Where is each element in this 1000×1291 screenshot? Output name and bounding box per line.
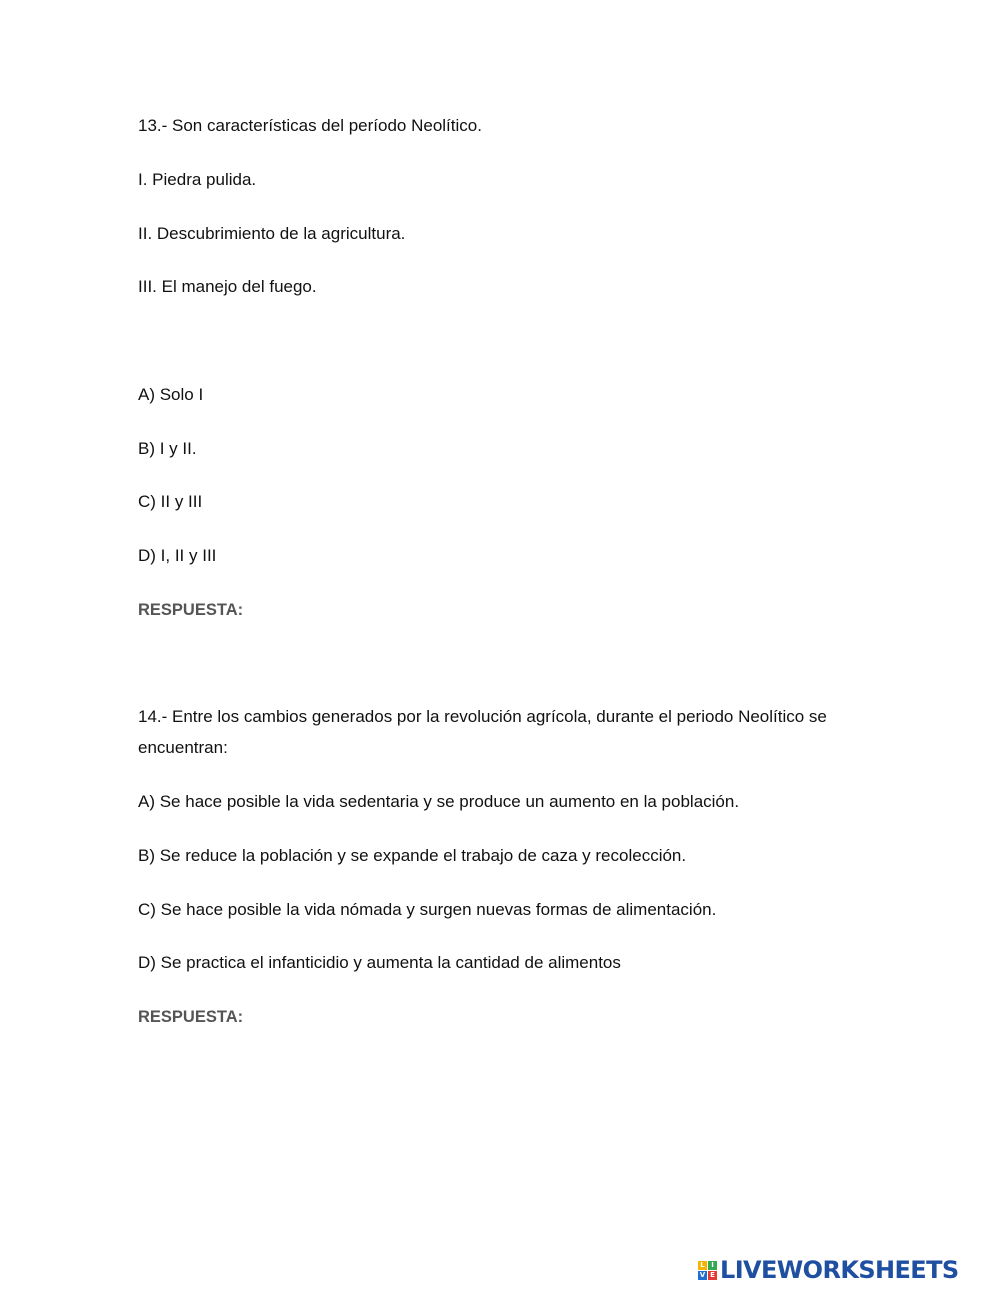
q14-option-a: A) Se hace posible la vida sedentaria y se produce un aumento en la población. (138, 792, 740, 811)
logo-letter-i: I (708, 1261, 717, 1270)
q13-option-d: D) I, II y III (138, 546, 217, 565)
liveworksheets-logo-icon (698, 1261, 717, 1280)
q13-question: 13.- Son características del período Neolítico. (138, 116, 482, 135)
q14-question-line2: encuentran: (138, 738, 228, 757)
q13-statement-1: I. Piedra pulida. (138, 170, 257, 189)
q13-statement-3: III. El manejo del fuego. (138, 277, 317, 296)
q14-option-d: D) Se practica el infanticidio y aumenta la cantidad de alimentos (138, 953, 621, 972)
q14-question-line1: 14.- Entre los cambios generados por la revolución agrícola, durante el periodo Neolítico se (138, 707, 827, 726)
q14-option-c: C) Se hace posible la vida nómada y surgen nuevas formas de alimentación. (138, 900, 717, 919)
q13-statement-2: II. Descubrimiento de la agricultura. (138, 224, 406, 243)
q13-option-b: B) I y II. (138, 439, 197, 458)
q14-option-b: B) Se reduce la población y se expande el trabajo de caza y recolección. (138, 846, 687, 865)
liveworksheets-logo-text: LIVEWORKSHEETS (720, 1256, 959, 1284)
q14-answer-label: RESPUESTA: (138, 1008, 244, 1026)
logo-letter-v: V (699, 1270, 706, 1279)
q13-answer-label: RESPUESTA: (138, 601, 244, 619)
q13-option-c: C) II y III (138, 492, 203, 511)
logo-letter-e: E (708, 1271, 717, 1280)
q13-option-a: A) Solo I (138, 385, 204, 404)
liveworksheets-logo (698, 1256, 959, 1284)
logo-letter-l: L (698, 1261, 707, 1270)
